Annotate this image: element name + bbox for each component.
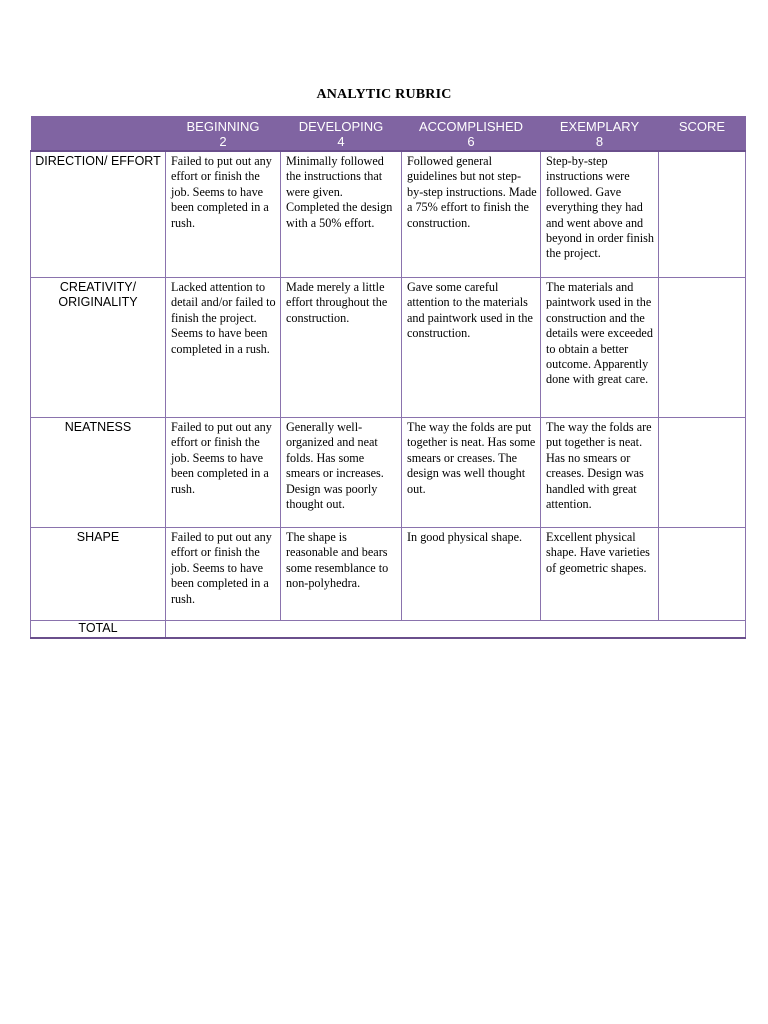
- total-value-cell: [166, 621, 746, 639]
- rubric-cell: Minimally followed the instructions that were given. Completed the design with a 50% effort.: [281, 151, 402, 278]
- header-exemplary: [541, 117, 659, 152]
- header-developing: [281, 117, 402, 152]
- page-title: ANALYTIC RUBRIC: [316, 87, 452, 102]
- total-row: [31, 621, 746, 639]
- header-accomplished: [402, 117, 541, 152]
- rubric-cell: The way the folds are put together is neat. Has some smears or creases. The design was well thought out.: [402, 418, 541, 528]
- score-cell: [659, 151, 746, 278]
- score-cell: [659, 418, 746, 528]
- criterion-cell: DIRECTION/ EFFORT: [31, 151, 166, 278]
- total-label: TOTAL: [31, 621, 166, 639]
- table-row: [31, 278, 746, 418]
- rubric-cell: Gave some careful attention to the materials and paintwork used in the construction.: [402, 278, 541, 418]
- header-beginning: [166, 117, 281, 152]
- header-score-label: SCORE: [678, 119, 726, 134]
- rubric-cell: Failed to put out any effort or finish the job. Seems to have been completed in a rush.: [166, 528, 281, 621]
- rubric-cell: The shape is reasonable and bears some resemblance to non-polyhedra.: [281, 528, 402, 621]
- header-row: [31, 117, 746, 152]
- criterion-cell: NEATNESS: [31, 418, 166, 528]
- header-level-points: 6: [467, 134, 475, 149]
- header-score: [659, 117, 746, 152]
- header-level-label: DEVELOPING: [298, 119, 384, 134]
- rubric-cell: Excellent physical shape. Have varieties of geometric shapes.: [541, 528, 659, 621]
- header-level-points: 2: [219, 134, 227, 149]
- rubric-cell: Failed to put out any effort or finish the job. Seems to have been completed in a rush.: [166, 151, 281, 278]
- rubric-cell: Lacked attention to detail and/or failed to finish the project. Seems to have been completed in a rush.: [166, 278, 281, 418]
- rubric-cell: Followed general guidelines but not step-by-step instructions. Made a 75% effort to finish the construction.: [402, 151, 541, 278]
- rubric-cell: Generally well-organized and neat folds. Has some smears or increases. Design was poorly thought out.: [281, 418, 402, 528]
- header-level-label: BEGINNING: [186, 119, 260, 134]
- rubric-cell: The way the folds are put together is neat. Has no smears or creases. Design was handled with great attention.: [541, 418, 659, 528]
- header-level-points: 8: [595, 134, 604, 149]
- table-row: [31, 151, 746, 278]
- header-level-label: ACCOMPLISHED: [418, 119, 524, 134]
- score-cell: [659, 528, 746, 621]
- table-row: [31, 528, 746, 621]
- table-row: [31, 418, 746, 528]
- criterion-cell: CREATIVITY/ ORIGINALITY: [31, 278, 166, 418]
- header-level-points: 4: [337, 134, 345, 149]
- rubric-cell: Failed to put out any effort or finish the job. Seems to have been completed in a rush.: [166, 418, 281, 528]
- rubric-cell: The materials and paintwork used in the construction and the details were exceeded to obtain a better outcome. Apparently done with great care.: [541, 278, 659, 418]
- rubric-table: [30, 116, 746, 639]
- rubric-cell: Step-by-step instructions were followed. Gave everything they had and went above and beyond in order finish the project.: [541, 151, 659, 278]
- header-level-label: EXEMPLARY: [559, 119, 640, 134]
- score-cell: [659, 278, 746, 418]
- criterion-cell: SHAPE: [31, 528, 166, 621]
- rubric-cell: Made merely a little effort throughout the construction.: [281, 278, 402, 418]
- header-corner: [31, 117, 166, 152]
- rubric-cell: In good physical shape.: [402, 528, 541, 621]
